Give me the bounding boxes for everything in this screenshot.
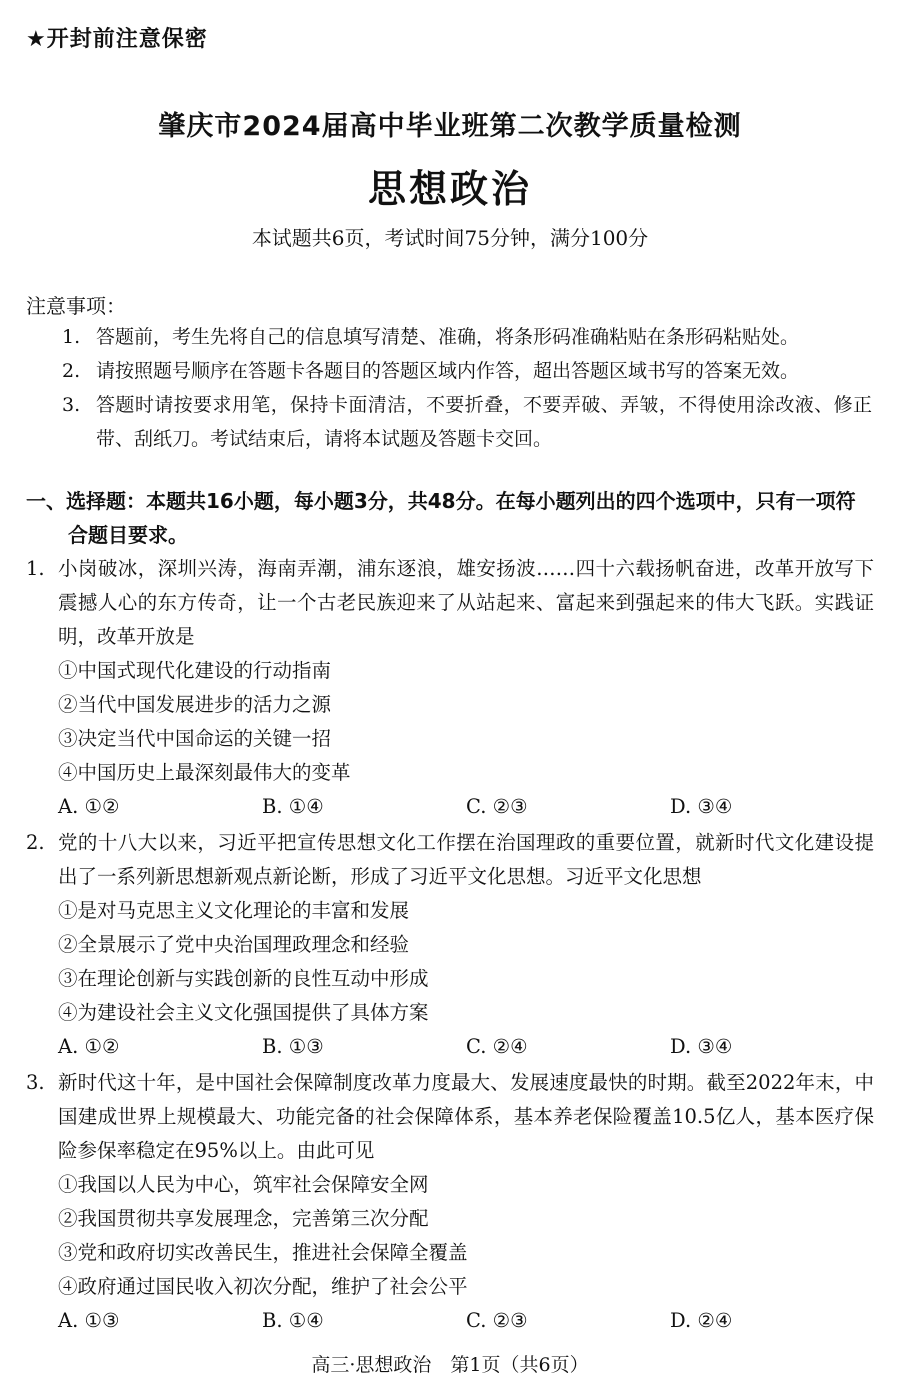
question-stem	[26, 1066, 874, 1168]
question-3	[26, 1066, 874, 1338]
choice-a: A. ①②	[58, 1035, 120, 1058]
answer-choices	[58, 1304, 874, 1338]
answer-choices	[58, 790, 874, 824]
exam-title: 肇庆市2024届高中毕业班第二次教学质量检测	[158, 111, 742, 142]
notice-item	[62, 388, 872, 456]
section-heading: 一、选择题：本题共16小题，每小题3分，共48分。在每小题列出的四个选项中，只有一项符合题目要求。	[26, 489, 856, 547]
question-number: 1.	[26, 557, 45, 580]
subject-title: 思想政治	[367, 166, 532, 211]
question-stem	[26, 826, 874, 894]
statement-option: ①中国式现代化建设的行动指南	[58, 659, 332, 682]
question-number: 3.	[26, 1071, 45, 1094]
question-stem	[26, 552, 874, 654]
answer-choices	[58, 1030, 874, 1064]
question-list	[26, 552, 874, 1340]
notice-number: 2.	[62, 360, 81, 382]
notice-heading: 注意事项：	[26, 294, 126, 318]
choice-d: D. ③④	[670, 1035, 733, 1058]
choice-d: D. ②④	[670, 1309, 733, 1332]
choice-b: B. ①④	[262, 1309, 324, 1332]
statement-option: ③在理论创新与实践创新的良性互动中形成	[58, 967, 429, 990]
choice-a: A. ①③	[58, 1309, 120, 1332]
statement-option: ②当代中国发展进步的活力之源	[58, 693, 332, 716]
notice-text: 请按照题号顺序在答题卡各题目的答题区域内作答，超出答题区域书写的答案无效。	[96, 360, 800, 382]
choice-c: C. ②③	[466, 795, 528, 818]
notice-text: 答题前，考生先将自己的信息填写清楚、准确，将条形码准确粘贴在条形码粘贴处。	[96, 326, 800, 348]
exam-info: 本试题共6页，考试时间75分钟，满分100分	[251, 226, 649, 250]
choice-c: C. ②④	[466, 1035, 528, 1058]
confidential-mark: ★开封前注意保密	[26, 27, 208, 52]
choice-d: D. ③④	[670, 795, 733, 818]
question-text: 党的十八大以来，习近平把宣传思想文化工作摆在治国理政的重要位置，就新时代文化建设提出了一系列新思想新观点新论断，形成了习近平文化思想。习近平文化思想	[58, 831, 874, 888]
statement-option: ②全景展示了党中央治国理政理念和经验	[58, 933, 410, 956]
choice-b: B. ①③	[262, 1035, 324, 1058]
notice-item	[62, 320, 872, 354]
notice-item	[62, 354, 872, 388]
statement-option: ①我国以人民为中心，筑牢社会保障安全网	[58, 1173, 429, 1196]
page-footer: 高三·思想政治 第1页（共6页）	[311, 1354, 589, 1376]
notice-text: 答题时请按要求用笔，保持卡面清洁，不要折叠，不要弄破、弄皱，不得使用涂改液、修正带、刮纸刀。考试结束后，请将本试题及答题卡交回。	[96, 394, 872, 450]
question-2	[26, 826, 874, 1064]
notice-number: 3.	[62, 394, 81, 416]
question-number: 2.	[26, 831, 45, 854]
statement-option: ④政府通过国民收入初次分配，维护了社会公平	[58, 1275, 468, 1298]
question-1	[26, 552, 874, 824]
statement-option: ③决定当代中国命运的关键一招	[58, 727, 332, 750]
statement-option: ②我国贯彻共享发展理念，完善第三次分配	[58, 1207, 429, 1230]
statement-option: ①是对马克思主义文化理论的丰富和发展	[58, 899, 410, 922]
choice-c: C. ②③	[466, 1309, 528, 1332]
statement-option: ③党和政府切实改善民生，推进社会保障全覆盖	[58, 1241, 468, 1264]
statement-option: ④为建设社会主义文化强国提供了具体方案	[58, 1001, 429, 1024]
notice-number: 1.	[62, 326, 81, 348]
choice-b: B. ①④	[262, 795, 324, 818]
notice-list	[62, 320, 872, 456]
question-text: 小岗破冰，深圳兴涛，海南弄潮，浦东逐浪，雄安扬波……四十六载扬帆奋进，改革开放写下震撼人心的东方传奇，让一个古老民族迎来了从站起来、富起来到强起来的伟大飞跃。实践证明，改革开放是	[58, 557, 874, 648]
statement-option: ④中国历史上最深刻最伟大的变革	[58, 761, 351, 784]
question-text: 新时代这十年，是中国社会保障制度改革力度最大、发展速度最快的时期。截至2022年末，中国建成世界上规模最大、功能完备的社会保障体系，基本养老保险覆盖10.5亿人，基本医疗保险参保率稳定在95%以上。由此可见	[58, 1071, 874, 1162]
choice-a: A. ①②	[58, 795, 120, 818]
